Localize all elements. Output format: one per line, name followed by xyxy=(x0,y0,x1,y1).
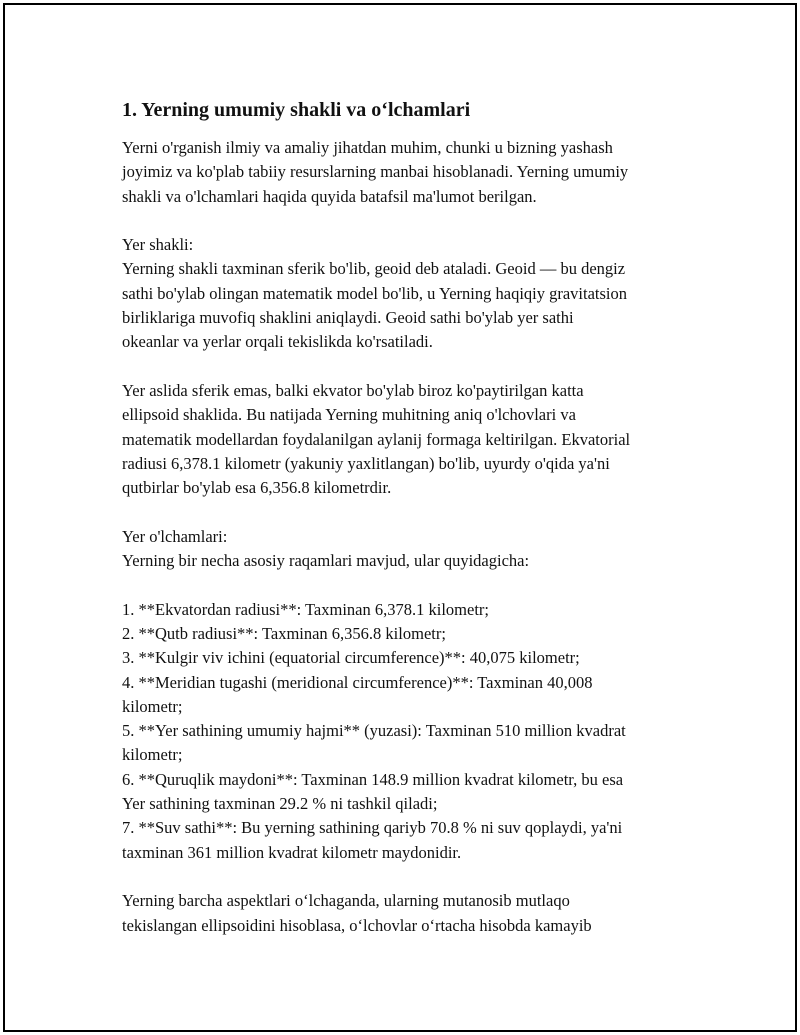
section-heading: 1. Yerning umumiy shakli va o‘lchamlari xyxy=(122,99,471,121)
text-line: qutbirlar bo'ylab esa 6,356.8 kilometrdir. xyxy=(122,478,392,498)
blank-line xyxy=(122,209,702,233)
text-line: Yerning shakli taxminan sferik bo'lib, geoid deb ataladi. Geoid — bu dengiz xyxy=(122,259,626,279)
text-line: 1. **Ekvatordan radiusi**: Taxminan 6,378.1 kilometr; xyxy=(122,599,489,619)
text-line: 7. **Suv sathi**: Bu yerning sathining qariyb 70.8 % ni suv qoplaydi, ya'ni xyxy=(122,818,623,838)
text-line: Yer o'lchamlari: xyxy=(122,526,228,546)
text-line: kilometr; xyxy=(122,745,183,765)
text-line: ellipsoid shaklida. Bu natijada Yerning muhitning aniq o'lchovlari va xyxy=(122,405,576,425)
blank-line xyxy=(122,500,702,524)
text-line: Yerning barcha aspektlari o‘lchaganda, ularning mutanosib mutlaqo xyxy=(122,891,570,911)
text-line: tekislangan ellipsoidini hisoblasa, o‘lchovlar o‘rtacha hisobda kamayib xyxy=(122,915,592,935)
text-line: 4. **Meridian tugashi (meridional circumference)**: Taxminan 40,008 xyxy=(122,672,593,692)
text-line: matematik modellardan foydalanilgan aylanij formaga keltirilgan. Ekvatorial xyxy=(122,429,631,449)
document-body xyxy=(122,97,702,938)
page-frame xyxy=(3,3,797,1032)
text-line: Yerni o'rganish ilmiy va amaliy jihatdan muhim, chunki u bizning yashash xyxy=(122,138,613,157)
paragraph-block xyxy=(122,136,702,938)
blank-line xyxy=(122,355,702,379)
text-line: sathi bo'ylab olingan matematik model bo'lib, u Yerning haqiqiy gravitatsion xyxy=(122,283,628,303)
text-line: kilometr; xyxy=(122,696,183,716)
text-line: Yer aslida sferik emas, balki ekvator bo'ylab biroz ko'paytirilgan katta xyxy=(122,380,584,400)
text-line: joyimiz va ko'plab tabiiy resurslarning manbai hisoblanadi. Yerning umumiy xyxy=(122,162,629,182)
text-line: Yer sathining taxminan 29.2 % ni tashkil qiladi; xyxy=(122,794,438,814)
blank-line xyxy=(122,573,702,597)
text-line: shakli va o'lchamlari haqida quyida batafsil ma'lumot berilgan. xyxy=(122,186,537,206)
text-line: 3. **Kulgir viv ichini (equatorial circumference)**: 40,075 kilometr; xyxy=(122,648,580,668)
text-line: Yer shakli: xyxy=(122,235,194,255)
text-line: okeanlar va yerlar orqali tekislikda ko'rsatiladi. xyxy=(122,332,433,352)
text-line: 2. **Qutb radiusi**: Taxminan 6,356.8 kilometr; xyxy=(122,623,446,643)
text-line: Yerning bir necha asosiy raqamlari mavjud, ular quyidagicha: xyxy=(122,551,530,571)
text-line: birliklariga muvofiq shaklini aniqlaydi. Geoid sathi bo'ylab yer sathi xyxy=(122,308,574,328)
text-line: 5. **Yer sathining umumiy hajmi** (yuzasi): Taxminan 510 million kvadrat xyxy=(122,721,626,741)
text-line: taxminan 361 million kvadrat kilometr maydonidir. xyxy=(122,842,462,862)
text-line: 6. **Quruqlik maydoni**: Taxminan 148.9 million kvadrat kilometr, bu esa xyxy=(122,769,624,789)
blank-line xyxy=(122,865,702,889)
text-line: radiusi 6,378.1 kilometr (yakuniy yaxlitlangan) bo'lib, uyurdy o'qida ya'ni xyxy=(122,453,610,473)
